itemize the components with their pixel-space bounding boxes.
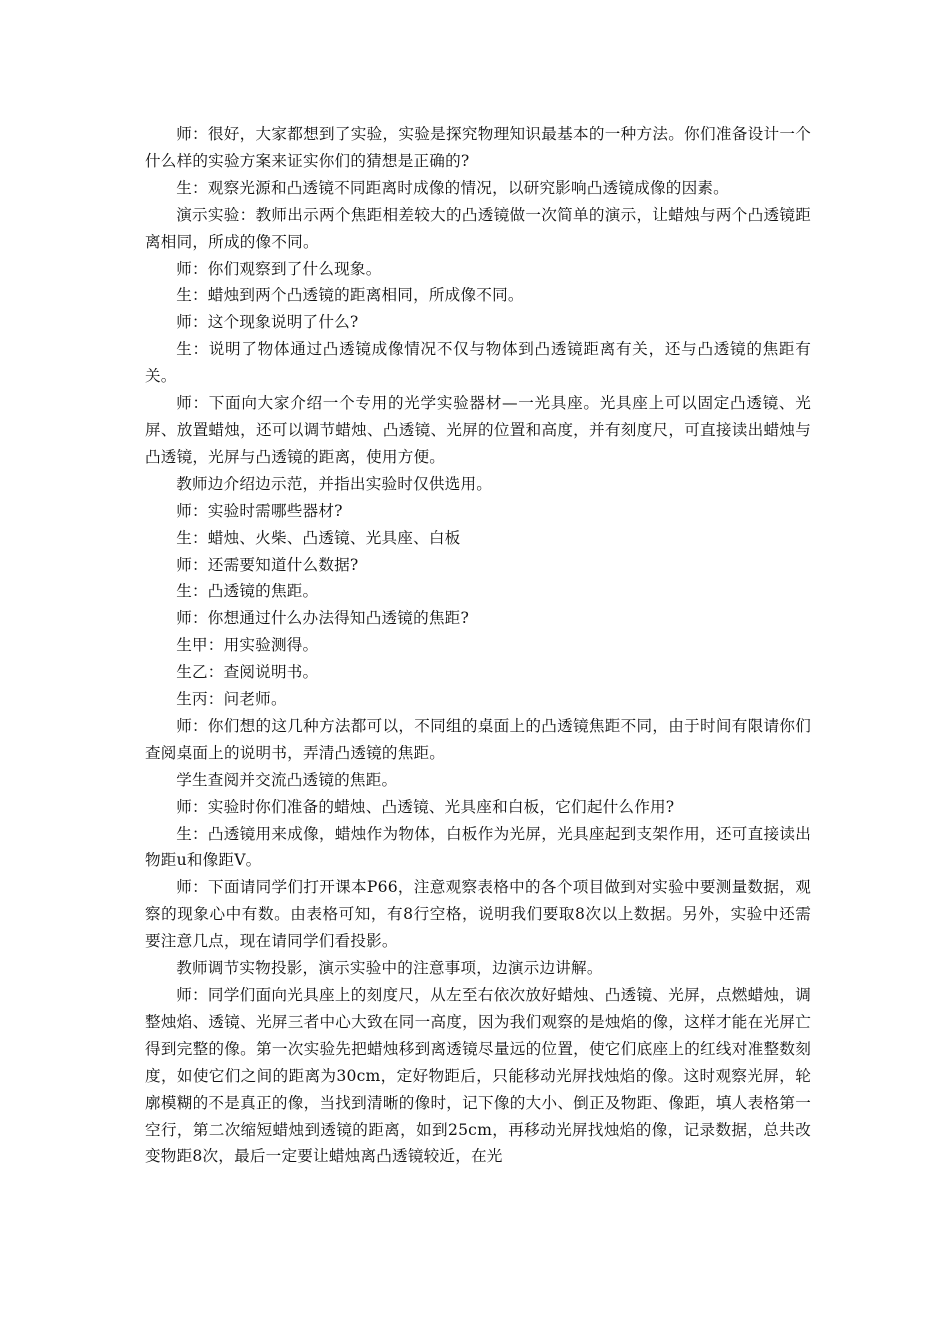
paragraph: 师：你们观察到了什么现象。	[176, 259, 382, 278]
paragraph: 生：观察光源和凸透镜不同距离时成像的情况，以研究影响凸透镜成像的因素。	[176, 178, 729, 197]
paragraph: 生：凸透镜的焦距。	[176, 582, 319, 601]
paragraph: 师：实验时需哪些器材?	[176, 501, 343, 520]
paragraph: 学生查阅并交流凸透镜的焦距。	[176, 770, 398, 789]
paragraph: 生乙：查阅说明书。	[176, 663, 319, 682]
paragraph: 演示实验：教师出示两个焦距相差较大的凸透镜做一次简单的演示，让蜡烛与两个凸透镜距离相同，所成的像不同。	[145, 205, 811, 251]
paragraph: 生丙：问老师。	[176, 690, 287, 709]
paragraph: 师：你们想的这几种方法都可以，不同组的桌面上的凸透镜焦距不同，由于时间有限请你们查阅桌面上的说明书，弄清凸透镜的焦距。	[145, 716, 811, 762]
paragraph: 生：蜡烛到两个凸透镜的距离相同，所成像不同。	[176, 286, 524, 305]
paragraph: 师：还需要知道什么数据?	[176, 555, 359, 574]
paragraph: 教师调节实物投影，演示实验中的注意事项，边演示边讲解。	[176, 959, 603, 978]
document-body	[145, 121, 811, 1170]
paragraph: 师：下面向大家介绍一个专用的光学实验器材—一光具座。光具座上可以固定凸透镜、光屏、放置蜡烛，还可以调节蜡烛、凸透镜、光屏的位置和高度，并有刻度尺，可直接读出蜡烛与凸透镜，光屏与凸透镜的距离，使用方便。	[145, 394, 811, 466]
paragraph: 师：你想通过什么办法得知凸透镜的焦距?	[176, 609, 470, 628]
paragraph: 生：蜡烛、火柴、凸透镜、光具座、白板	[176, 528, 461, 547]
paragraph: 师：下面请同学们打开课本P66，注意观察表格中的各个项目做到对实验中要测量数据，观察的现象心中有数。由表格可知，有8行空格，说明我们要取8次以上数据。另外，实验中还需要注意几点，现在请同学们看投影。	[145, 878, 811, 951]
paragraph: 师：很好，大家都想到了实验，实验是探究物理知识最基本的一种方法。你们准备设计一个什么样的实验方案来证实你们的猜想是正确的?	[145, 125, 811, 170]
paragraph: 师：同学们面向光具座上的刻度尺，从左至右依次放好蜡烛、凸透镜、光屏，点燃蜡烛，调整烛焰、透镜、光屏三者中心大致在同一高度，因为我们观察的是烛焰的像，这样才能在光屏亡得到完整的像。第一次实验先把蜡烛移到离透镜尽量远的位置，使它们底座上的红线对准整数刻度，如使它们之间的距离为30cm，定好物距后，只能移动光屏找烛焰的像。这时观察光屏，轮廓模糊的不是真正的像，当找到清晰的像时，记下像的大小、倒正及物距、像距，填人表格第一空行，第二次缩短蜡烛到透镜的距离，如到25cm，再移动光屏找烛焰的像，记录数据，总共改变物距8次，最后一定要让蜡烛离凸透镜较近，在光	[145, 986, 811, 1166]
paragraph: 师：这个现象说明了什么?	[176, 313, 359, 332]
paragraph: 教师边介绍边示范，并指出实验时仅供选用。	[176, 474, 493, 493]
paragraph: 师：实验时你们准备的蜡烛、凸透镜、光具座和白板，它们起什么作用?	[176, 797, 675, 816]
paragraph: 生：凸透镜用来成像，蜡烛作为物体，白板作为光屏，光具座起到支架作用，还可直接读出物距u和像距V。	[145, 824, 811, 870]
paragraph: 生：说明了物体通过凸透镜成像情况不仅与物体到凸透镜距离有关，还与凸透镜的焦距有关。	[145, 340, 811, 386]
paragraph: 生甲：用实验测得。	[176, 636, 319, 655]
